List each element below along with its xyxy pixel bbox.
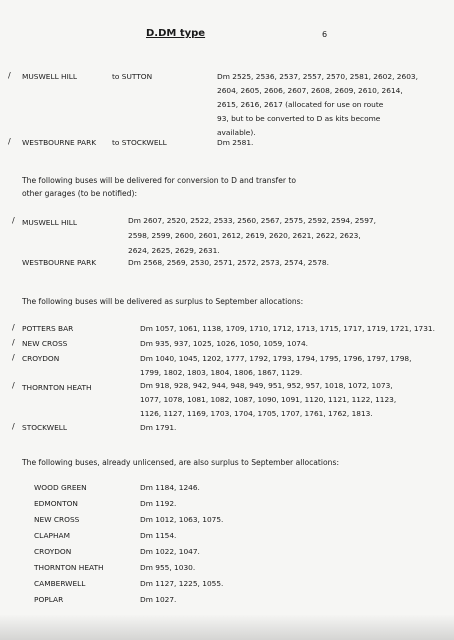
garage-name: MUSWELL HILL (22, 218, 78, 227)
garage-name: EDMONTON (34, 499, 78, 508)
route-destination: to SUTTON (112, 72, 153, 81)
section-intro: The following buses will be delivered for conversion to D and transfer to (22, 176, 297, 185)
fleet-numbers: Dm 1184, 1246. (140, 483, 200, 492)
scan-edge-shadow (0, 614, 454, 640)
garage-name: NEW CROSS (34, 515, 80, 524)
garage-name: STOCKWELL (22, 423, 67, 432)
fleet-numbers: Dm 1027. (140, 595, 177, 604)
section-intro: The following buses will be delivered as surplus to September allocations: (22, 297, 304, 306)
tick-mark: / (12, 323, 15, 332)
garage-name: THORNTON HEATH (34, 563, 104, 572)
fleet-numbers: Dm 1012, 1063, 1075. (140, 515, 224, 524)
garage-name: WESTBOURNE PARK (22, 138, 97, 147)
fleet-numbers: 2615, 2616, 2617 (allocated for use on route (217, 100, 384, 109)
fleet-numbers: 93, but to be converted to D as kits become (217, 114, 381, 123)
garage-name: CROYDON (34, 547, 72, 556)
page-title: D.DM type (146, 28, 206, 39)
fleet-numbers: available). (217, 128, 256, 137)
fleet-numbers: 2598, 2599, 2600, 2601, 2612, 2619, 2620, 2621, 2622, 2623, (128, 231, 361, 240)
section-intro: The following buses, already unlicensed, are also surplus to September allocations: (22, 458, 339, 467)
route-destination: to STOCKWELL (112, 138, 167, 147)
fleet-numbers: Dm 1791. (140, 423, 177, 432)
fleet-numbers: Dm 2581. (217, 138, 254, 147)
tick-mark: / (8, 71, 11, 80)
fleet-numbers: Dm 2525, 2536, 2537, 2557, 2570, 2581, 2602, 2603, (217, 72, 418, 81)
fleet-numbers: Dm 1154. (140, 531, 177, 540)
garage-name: NEW CROSS (22, 339, 68, 348)
garage-name: CROYDON (22, 354, 60, 363)
garage-name: THORNTON HEATH (22, 383, 92, 392)
garage-name: CAMBERWELL (34, 579, 86, 588)
tick-mark: / (12, 353, 15, 362)
fleet-numbers: 2604, 2605, 2606, 2607, 2608, 2609, 2610, 2614, (217, 86, 403, 95)
fleet-numbers: Dm 1040, 1045, 1202, 1777, 1792, 1793, 1794, 1795, 1796, 1797, 1798, (140, 354, 412, 363)
fleet-numbers: 1799, 1802, 1803, 1804, 1806, 1867, 1129. (140, 368, 303, 377)
fleet-numbers: 1077, 1078, 1081, 1082, 1087, 1090, 1091, 1120, 1121, 1122, 1123, (140, 395, 397, 404)
garage-name: CLAPHAM (34, 531, 70, 540)
section-intro: other garages (to be notified): (22, 189, 138, 198)
fleet-numbers: 2624, 2625, 2629, 2631. (128, 246, 220, 255)
fleet-numbers: Dm 935, 937, 1025, 1026, 1050, 1059, 1074. (140, 339, 309, 348)
tick-mark: / (12, 381, 15, 390)
page-number: 6 (322, 30, 328, 39)
garage-name: WESTBOURNE PARK (22, 258, 97, 267)
fleet-numbers: Dm 955, 1030. (140, 563, 196, 572)
tick-mark: / (8, 137, 11, 146)
fleet-numbers: 1126, 1127, 1169, 1703, 1704, 1705, 1707, 1761, 1762, 1813. (140, 409, 373, 418)
fleet-numbers: Dm 918, 928, 942, 944, 948, 949, 951, 952, 957, 1018, 1072, 1073, (140, 381, 393, 390)
garage-name: MUSWELL HILL (22, 72, 78, 81)
fleet-numbers: Dm 2568, 2569, 2530, 2571, 2572, 2573, 2574, 2578. (128, 258, 329, 267)
fleet-numbers: Dm 1057, 1061, 1138, 1709, 1710, 1712, 1713, 1715, 1717, 1719, 1721, 1731. (140, 324, 435, 333)
fleet-numbers: Dm 1022, 1047. (140, 547, 200, 556)
tick-mark: / (12, 338, 15, 347)
fleet-numbers: Dm 1127, 1225, 1055. (140, 579, 224, 588)
fleet-numbers: Dm 1192. (140, 499, 177, 508)
garage-name: POTTERS BAR (22, 324, 74, 333)
garage-name: WOOD GREEN (34, 483, 87, 492)
tick-mark: / (12, 422, 15, 431)
fleet-numbers: Dm 2607, 2520, 2522, 2533, 2560, 2567, 2575, 2592, 2594, 2597, (128, 216, 376, 225)
tick-mark: / (12, 216, 15, 225)
garage-name: POPLAR (34, 595, 64, 604)
